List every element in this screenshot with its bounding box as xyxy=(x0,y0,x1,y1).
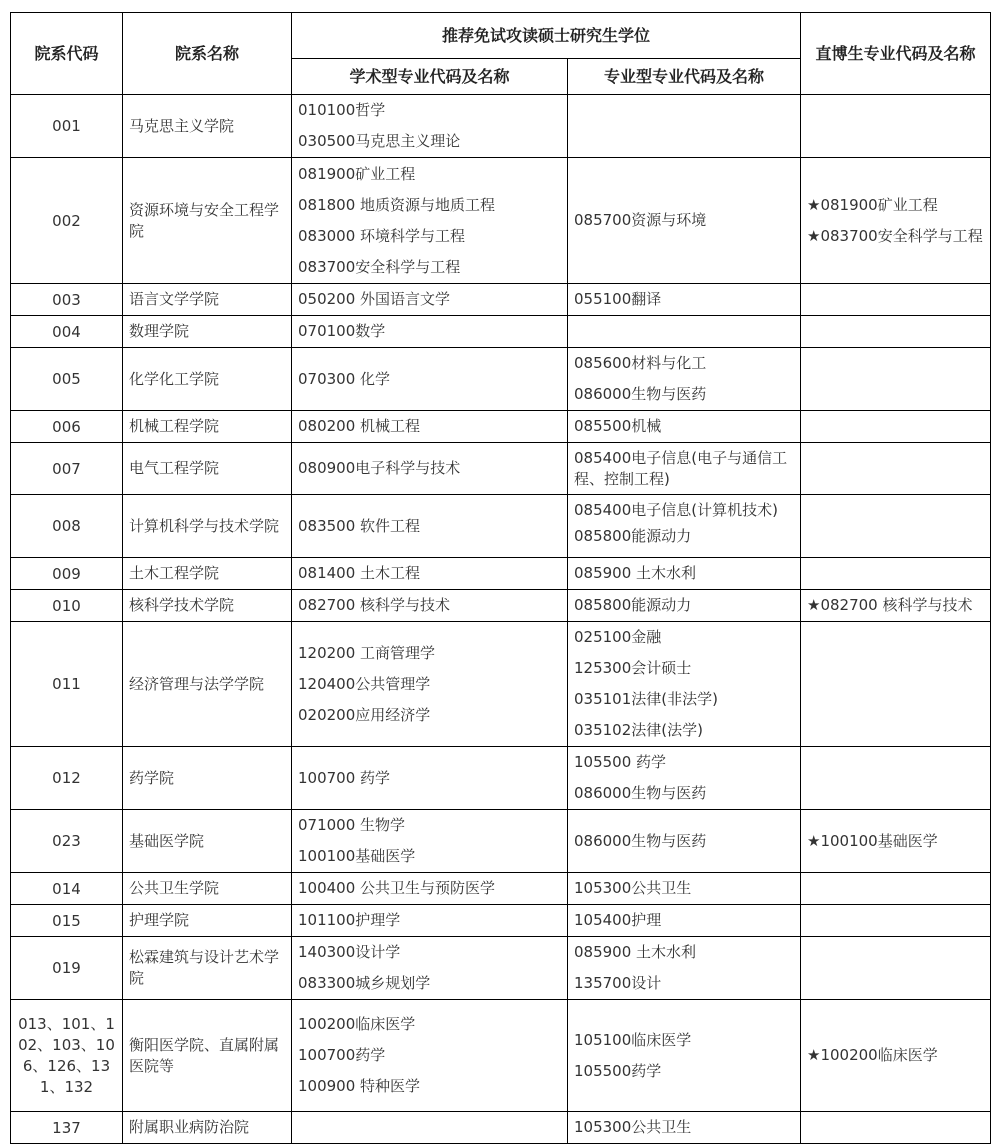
professional-cell xyxy=(568,316,801,348)
professional-cell xyxy=(568,284,801,316)
header-name: 院系名称 xyxy=(123,13,292,95)
dept-code: 012 xyxy=(11,747,123,810)
phd-program: ★083700安全科学与工程 xyxy=(807,226,983,245)
academic-program: 070100数学 xyxy=(298,322,386,340)
dept-name: 机械工程学院 xyxy=(123,411,292,443)
professional-program: 086000生物与医药 xyxy=(574,831,707,850)
dept-name: 衡阳医学院、直属附属医院等 xyxy=(123,1000,292,1112)
academic-program: 070300 化学 xyxy=(298,369,391,388)
phd-cell xyxy=(801,1000,991,1112)
dept-code: 002 xyxy=(11,158,123,284)
phd-cell xyxy=(801,495,991,558)
dept-code: 137 xyxy=(11,1112,123,1144)
professional-program: 105300公共卫生 xyxy=(574,1118,692,1136)
table-row xyxy=(11,810,991,873)
dept-code: 010 xyxy=(11,590,123,622)
dept-code: 014 xyxy=(11,873,123,905)
table-row xyxy=(11,411,991,443)
academic-cell xyxy=(292,1000,568,1112)
academic-program: 100700药学 xyxy=(298,1046,386,1064)
academic-program: 100100基础医学 xyxy=(298,847,416,865)
table-row xyxy=(11,1000,991,1112)
phd-cell xyxy=(801,348,991,411)
dept-name: 电气工程学院 xyxy=(123,443,292,495)
dept-name: 附属职业病防治院 xyxy=(123,1112,292,1144)
header-recommend: 推荐免试攻读硕士研究生学位 xyxy=(292,13,801,59)
dept-code: 015 xyxy=(11,905,123,937)
table-row xyxy=(11,158,991,284)
dept-name: 语言文学学院 xyxy=(123,284,292,316)
academic-cell xyxy=(292,284,568,316)
professional-cell xyxy=(568,810,801,873)
table-row xyxy=(11,95,991,158)
academic-program: 101100护理学 xyxy=(298,911,401,929)
header-professional: 专业型专业代码及名称 xyxy=(568,59,801,95)
professional-program: 035102法律(法学) xyxy=(574,721,703,739)
academic-program: 050200 外国语言文学 xyxy=(298,290,451,308)
table-row xyxy=(11,316,991,348)
academic-program: 083300城乡规划学 xyxy=(298,974,431,992)
dept-name: 化学化工学院 xyxy=(123,348,292,411)
dept-name: 资源环境与安全工程学院 xyxy=(123,158,292,284)
academic-cell xyxy=(292,348,568,411)
header-phd: 直博生专业代码及名称 xyxy=(801,13,991,95)
professional-program: 086000生物与医药 xyxy=(574,784,707,802)
dept-name: 基础医学院 xyxy=(123,810,292,873)
professional-cell xyxy=(568,590,801,622)
professional-cell xyxy=(568,558,801,590)
phd-cell xyxy=(801,747,991,810)
phd-cell xyxy=(801,873,991,905)
professional-program: 085400电子信息(计算机技术) xyxy=(574,501,778,519)
academic-program: 081900矿业工程 xyxy=(298,164,416,183)
academic-program: 120400公共管理学 xyxy=(298,674,431,693)
academic-program: 100700 药学 xyxy=(298,768,391,787)
academic-program: 020200应用经济学 xyxy=(298,705,431,724)
dept-code: 007 xyxy=(11,443,123,495)
dept-name: 马克思主义学院 xyxy=(123,95,292,158)
professional-program: 105500药学 xyxy=(574,1061,662,1080)
academic-cell xyxy=(292,747,568,810)
dept-code: 013、101、102、103、106、126、131、132 xyxy=(11,1000,123,1112)
professional-cell xyxy=(568,747,801,810)
phd-cell xyxy=(801,590,991,622)
table-row xyxy=(11,747,991,810)
professional-cell xyxy=(568,622,801,747)
professional-cell xyxy=(568,495,801,558)
phd-cell xyxy=(801,810,991,873)
header-academic: 学术型专业代码及名称 xyxy=(292,59,568,95)
dept-code: 006 xyxy=(11,411,123,443)
professional-cell xyxy=(568,95,801,158)
table-row xyxy=(11,284,991,316)
professional-cell xyxy=(568,873,801,905)
academic-cell xyxy=(292,1112,568,1144)
professional-program: 085900 土木水利 xyxy=(574,564,697,582)
table-row xyxy=(11,590,991,622)
professional-cell xyxy=(568,443,801,495)
dept-name: 经济管理与法学学院 xyxy=(123,622,292,747)
professional-program: 025100金融 xyxy=(574,628,662,646)
academic-cell xyxy=(292,905,568,937)
academic-program: 030500马克思主义理论 xyxy=(298,132,461,150)
phd-cell xyxy=(801,284,991,316)
phd-program: ★100200临床医学 xyxy=(807,1046,938,1064)
dept-code: 001 xyxy=(11,95,123,158)
professional-program: 105400护理 xyxy=(574,911,662,929)
dept-code: 009 xyxy=(11,558,123,590)
professional-cell xyxy=(568,411,801,443)
table-row xyxy=(11,558,991,590)
table-row xyxy=(11,443,991,495)
phd-program: ★100100基础医学 xyxy=(807,831,938,850)
professional-program: 086000生物与医药 xyxy=(574,385,707,403)
academic-cell xyxy=(292,316,568,348)
phd-program: ★081900矿业工程 xyxy=(807,195,938,214)
table-row xyxy=(11,937,991,1000)
dept-name: 土木工程学院 xyxy=(123,558,292,590)
academic-program: 100400 公共卫生与预防医学 xyxy=(298,879,496,897)
academic-program: 083700安全科学与工程 xyxy=(298,257,461,276)
professional-cell xyxy=(568,937,801,1000)
dept-name: 护理学院 xyxy=(123,905,292,937)
academic-program: 010100哲学 xyxy=(298,101,386,119)
academic-program: 100200临床医学 xyxy=(298,1015,416,1033)
academic-cell xyxy=(292,443,568,495)
table-body xyxy=(11,95,991,1144)
professional-cell xyxy=(568,905,801,937)
phd-program: ★082700 核科学与技术 xyxy=(807,596,973,614)
professional-program: 085600材料与化工 xyxy=(574,354,707,372)
academic-cell xyxy=(292,622,568,747)
professional-program: 135700设计 xyxy=(574,974,662,992)
dept-code: 019 xyxy=(11,937,123,1000)
academic-cell xyxy=(292,810,568,873)
professional-program: 055100翻译 xyxy=(574,290,662,308)
academic-program: 080900电子科学与技术 xyxy=(298,459,461,477)
academic-cell xyxy=(292,590,568,622)
phd-cell xyxy=(801,558,991,590)
academic-program: 120200 工商管理学 xyxy=(298,643,436,662)
academic-cell xyxy=(292,937,568,1000)
phd-cell xyxy=(801,905,991,937)
dept-name: 数理学院 xyxy=(123,316,292,348)
academic-cell xyxy=(292,411,568,443)
professional-program: 085700资源与环境 xyxy=(574,211,707,229)
phd-cell xyxy=(801,95,991,158)
academic-program: 082700 核科学与技术 xyxy=(298,596,451,614)
professional-program: 085800能源动力 xyxy=(574,596,692,614)
academic-program: 081800 地质资源与地质工程 xyxy=(298,195,496,214)
professional-program: 105300公共卫生 xyxy=(574,879,692,897)
academic-cell xyxy=(292,558,568,590)
dept-code: 003 xyxy=(11,284,123,316)
header-code: 院系代码 xyxy=(11,13,123,95)
professional-cell xyxy=(568,158,801,284)
professional-program: 125300会计硕士 xyxy=(574,659,692,677)
dept-name: 药学院 xyxy=(123,747,292,810)
phd-cell xyxy=(801,411,991,443)
dept-name: 计算机科学与技术学院 xyxy=(123,495,292,558)
academic-cell xyxy=(292,95,568,158)
professional-program: 085400电子信息(电子与通信工程、控制工程) xyxy=(574,448,788,488)
professional-cell xyxy=(568,348,801,411)
dept-code: 005 xyxy=(11,348,123,411)
admissions-table xyxy=(10,12,991,1144)
professional-program: 085500机械 xyxy=(574,417,662,435)
academic-cell xyxy=(292,495,568,558)
phd-cell xyxy=(801,316,991,348)
table-row xyxy=(11,1112,991,1144)
table-row xyxy=(11,905,991,937)
table-row xyxy=(11,348,991,411)
professional-program: 105100临床医学 xyxy=(574,1030,692,1049)
academic-program: 083000 环境科学与工程 xyxy=(298,226,466,245)
academic-cell xyxy=(292,158,568,284)
professional-program: 085800能源动力 xyxy=(574,527,692,545)
professional-program: 105500 药学 xyxy=(574,753,667,771)
table-row xyxy=(11,622,991,747)
professional-program: 035101法律(非法学) xyxy=(574,690,718,708)
dept-name: 核科学技术学院 xyxy=(123,590,292,622)
academic-cell xyxy=(292,873,568,905)
phd-cell xyxy=(801,158,991,284)
table-row xyxy=(11,873,991,905)
dept-name: 松霖建筑与设计艺术学院 xyxy=(123,937,292,1000)
academic-program: 140300设计学 xyxy=(298,943,401,961)
dept-code: 011 xyxy=(11,622,123,747)
academic-program: 083500 软件工程 xyxy=(298,516,421,535)
table-row xyxy=(11,495,991,558)
dept-name: 公共卫生学院 xyxy=(123,873,292,905)
academic-program: 081400 土木工程 xyxy=(298,564,421,582)
phd-cell xyxy=(801,1112,991,1144)
dept-code: 008 xyxy=(11,495,123,558)
professional-cell xyxy=(568,1000,801,1112)
academic-program: 071000 生物学 xyxy=(298,816,406,834)
professional-cell xyxy=(568,1112,801,1144)
academic-program: 080200 机械工程 xyxy=(298,417,421,435)
professional-program: 085900 土木水利 xyxy=(574,943,697,961)
academic-program: 100900 特种医学 xyxy=(298,1077,421,1095)
phd-cell xyxy=(801,937,991,1000)
phd-cell xyxy=(801,622,991,747)
phd-cell xyxy=(801,443,991,495)
dept-code: 004 xyxy=(11,316,123,348)
dept-code: 023 xyxy=(11,810,123,873)
